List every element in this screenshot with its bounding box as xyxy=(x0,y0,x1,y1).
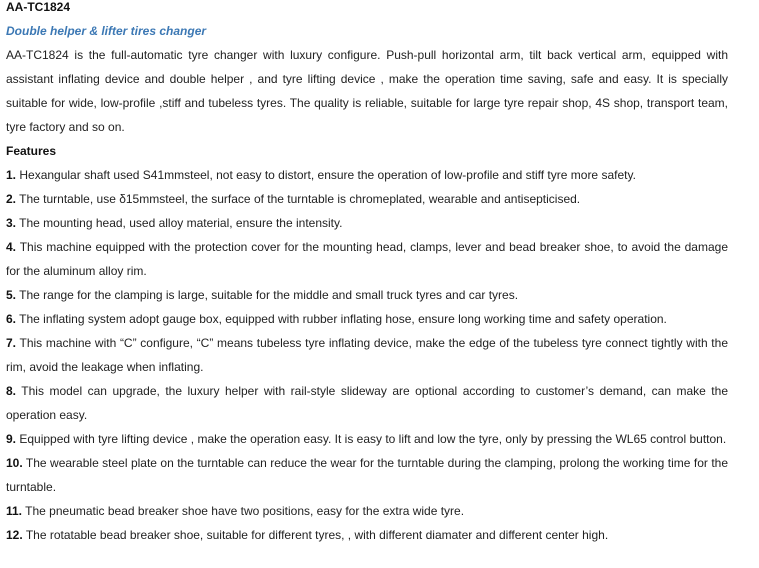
feature-item xyxy=(6,499,728,523)
feature-item xyxy=(6,451,728,499)
product-intro-paragraph: AA-TC1824 is the full-automatic tyre changer with luxury configure. Push-pull horizontal arm, tilt back vertical arm, equipped with assistant inflating device and double helper , and tyre lifting device , make the operation time saving, safe and easy. It is specially suitable for wide, low-profile ,stiff and tubeless tyres. The quality is reliable, suitable for large tyre repair shop, 4S shop, transport team, tyre factory and so on. xyxy=(6,48,728,134)
feature-text: The mounting head, used alloy material, ensure the intensity. xyxy=(19,216,343,230)
feature-number: 8. xyxy=(6,384,17,398)
feature-text: This model can upgrade, the luxury helper with rail-style slideway are optional according to customer’s demand, can make the operation easy. xyxy=(6,384,728,422)
feature-number: 9. xyxy=(6,432,17,446)
feature-item xyxy=(6,427,728,451)
feature-number: 12. xyxy=(6,528,23,542)
features-list xyxy=(6,163,728,547)
feature-number: 3. xyxy=(6,216,17,230)
feature-text: The inflating system adopt gauge box, equipped with rubber inflating hose, ensure long working time and safety operation. xyxy=(19,312,667,326)
feature-text: The wearable steel plate on the turntable can reduce the wear for the turntable during the clamping, prolong the working time for the turntable. xyxy=(6,456,729,494)
feature-text: The rotatable bead breaker shoe, suitable for different tyres, , with different diamater and different center high. xyxy=(25,528,609,542)
feature-item xyxy=(6,235,728,283)
feature-text: Equipped with tyre lifting device , make the operation easy. It is easy to lift and low the tyre, only by pressing the WL65 control button. xyxy=(19,432,727,446)
feature-number: 11. xyxy=(6,504,23,518)
feature-item xyxy=(6,523,728,547)
feature-number: 4. xyxy=(6,240,17,254)
feature-number: 6. xyxy=(6,312,17,326)
feature-text: The range for the clamping is large, suitable for the middle and small truck tyres and car tyres. xyxy=(19,288,519,302)
product-subtitle: Double helper & lifter tires changer xyxy=(6,24,207,38)
feature-number: 7. xyxy=(6,336,17,350)
product-description xyxy=(6,0,728,547)
feature-text: This machine equipped with the protection cover for the mounting head, clamps, lever and bead breaker shoe, to avoid the damage for the aluminum alloy rim. xyxy=(6,240,728,278)
feature-item xyxy=(6,307,728,331)
feature-item xyxy=(6,283,728,307)
feature-number: 5. xyxy=(6,288,17,302)
feature-item xyxy=(6,331,728,379)
product-model-title: AA-TC1824 xyxy=(6,0,71,14)
feature-text: The turntable, use δ15mmsteel, the surface of the turntable is chromeplated, wearable and antisepticised. xyxy=(19,192,581,206)
features-heading: Features xyxy=(6,144,57,158)
feature-text: This machine with “C” configure, “C” means tubeless tyre inflating device, make the edge of the tubeless tyre connect tightly with the rim, avoid the leakage when inflating. xyxy=(6,336,728,374)
feature-item xyxy=(6,187,728,211)
feature-text: Hexangular shaft used S41mmsteel, not easy to distort, ensure the operation of low-profile and stiff tyre more safety. xyxy=(19,168,636,182)
feature-item xyxy=(6,211,728,235)
feature-number: 2. xyxy=(6,192,17,206)
feature-item xyxy=(6,379,728,427)
feature-number: 10. xyxy=(6,456,23,470)
feature-item xyxy=(6,163,728,187)
feature-number: 1. xyxy=(6,168,17,182)
feature-text: The pneumatic bead breaker shoe have two positions, easy for the extra wide tyre. xyxy=(25,504,465,518)
